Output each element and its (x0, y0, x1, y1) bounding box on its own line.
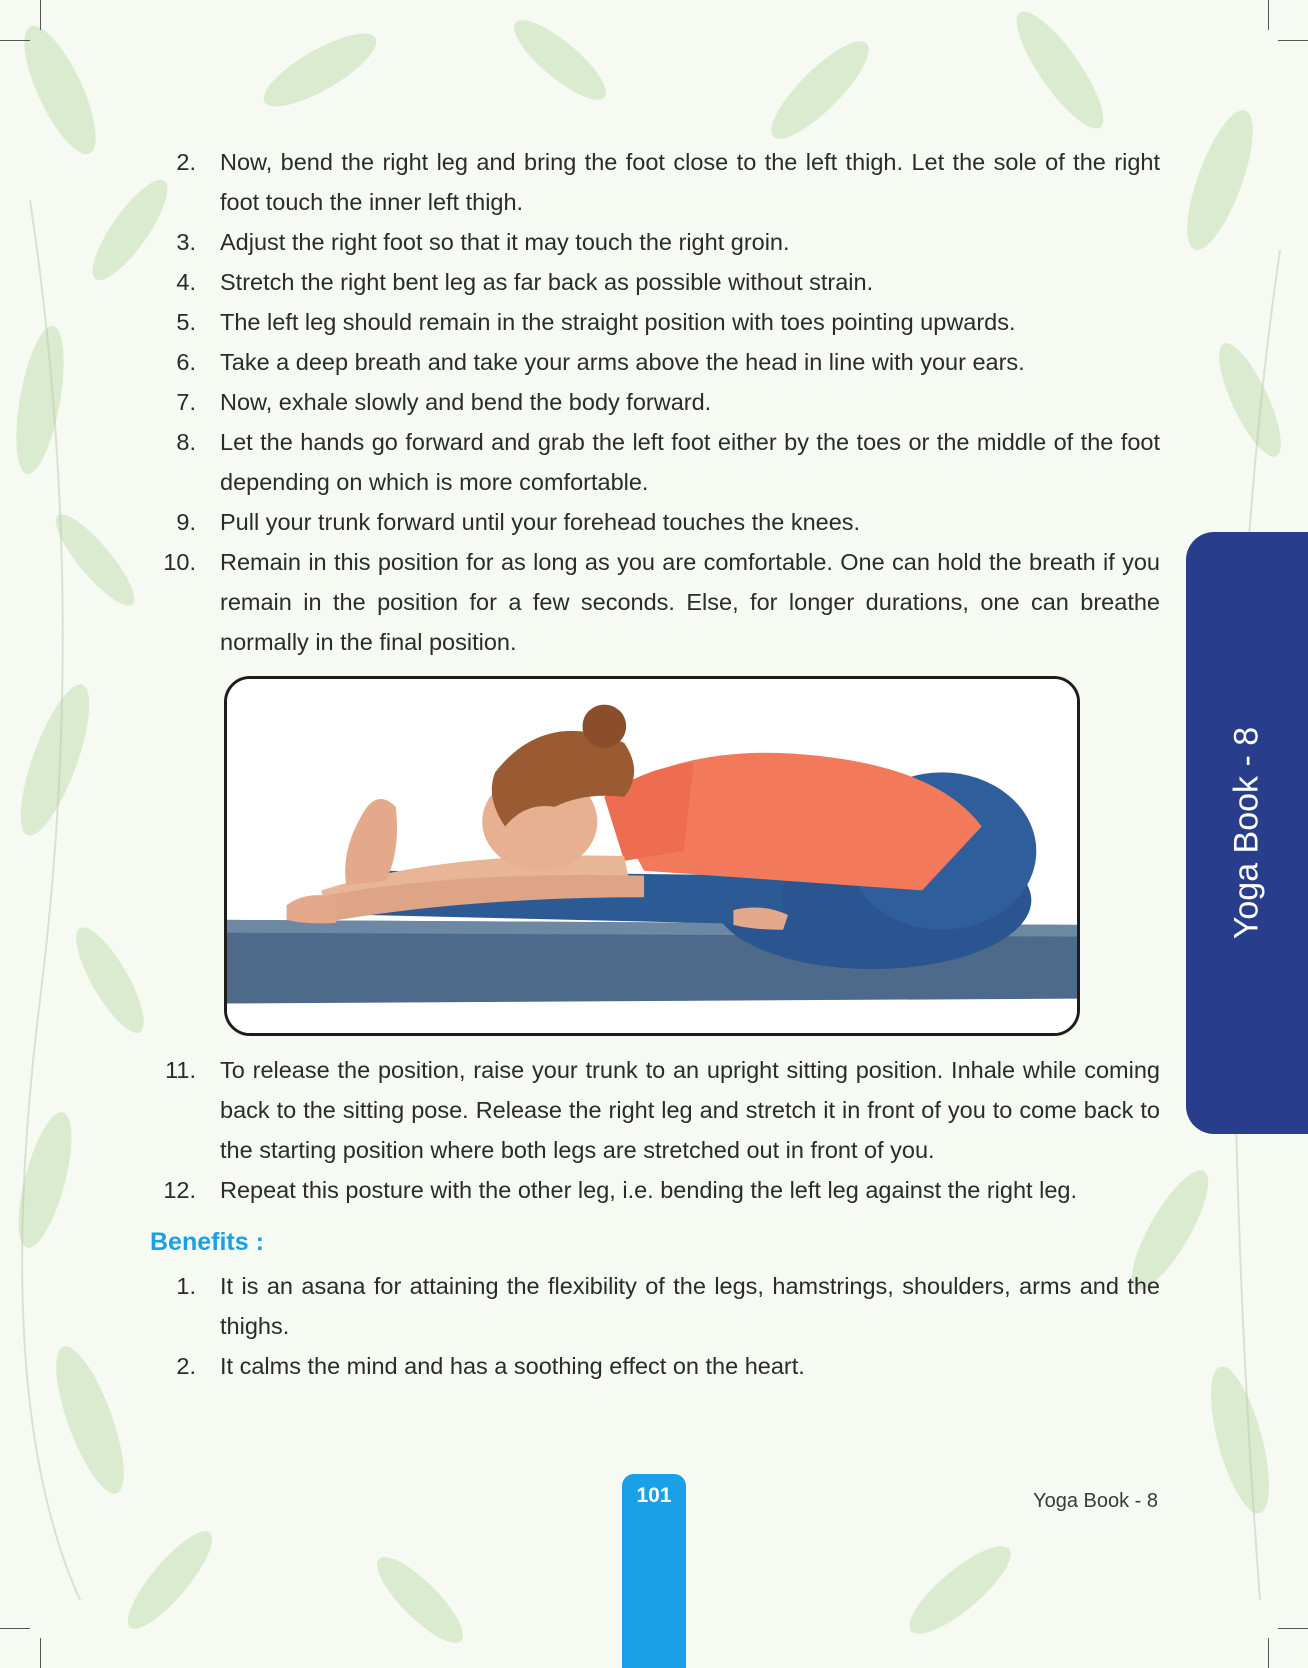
list-item (150, 342, 1160, 382)
list-item (150, 1170, 1160, 1210)
page-number-tab (622, 1474, 686, 1668)
pose-photo-frame (224, 676, 1080, 1036)
steps-list-upper (150, 142, 1160, 662)
steps-list-lower (150, 1050, 1160, 1210)
step-text: Take a deep breath and take your arms above the head in line with your ears. (220, 349, 1025, 375)
crop-mark (40, 0, 41, 30)
step-text: Now, exhale slowly and bend the body forward. (220, 389, 712, 415)
step-text: Remain in this position for as long as you are comfortable. One can hold the breath if you remain in the position for a few seconds. Else, for longer durations, one can breathe normally in the final position. (220, 549, 1160, 655)
list-item (150, 382, 1160, 422)
benefits-heading: Benefits : (150, 1228, 264, 1256)
benefit-number: 2. (176, 1353, 196, 1379)
list-item (150, 1050, 1160, 1170)
step-text: Pull your trunk forward until your forehead touches the knees. (220, 509, 861, 535)
crop-mark (0, 1628, 30, 1629)
step-number: 12. (163, 1177, 196, 1203)
step-number: 4. (176, 269, 196, 295)
benefit-text: It calms the mind and has a soothing effect on the heart. (220, 1353, 805, 1379)
step-text: Adjust the right foot so that it may touch the right groin. (220, 229, 790, 255)
step-number: 8. (176, 429, 196, 455)
list-item (150, 222, 1160, 262)
side-tab-label: Yoga Book - 8 (1227, 726, 1266, 940)
step-number: 2. (176, 149, 196, 175)
list-item (150, 142, 1160, 222)
list-item (150, 1266, 1160, 1346)
crop-mark (1268, 1638, 1269, 1668)
pose-illustration (227, 679, 1077, 1033)
crop-mark (1278, 1628, 1308, 1629)
step-number: 3. (176, 229, 196, 255)
list-item (150, 1346, 1160, 1386)
step-number: 10. (163, 549, 196, 575)
list-item (150, 502, 1160, 542)
page-number: 101 (636, 1484, 672, 1507)
list-item (150, 542, 1160, 662)
step-number: 11. (165, 1057, 196, 1083)
list-item (150, 262, 1160, 302)
step-text: To release the position, raise your trunk to an upright sitting position. Inhale while coming back to the sitting pose. Release the right leg and stretch it in front of you to come back to the starting position where both legs are stretched out in front of you. (220, 1057, 1160, 1163)
crop-mark (1268, 0, 1269, 30)
crop-mark (40, 1638, 41, 1668)
step-number: 6. (176, 349, 196, 375)
benefit-number: 1. (176, 1273, 196, 1299)
list-item (150, 302, 1160, 342)
step-number: 9. (176, 509, 196, 535)
side-chapter-tab (1186, 532, 1308, 1134)
step-text: Now, bend the right leg and bring the foot close to the left thigh. Let the sole of the right foot touch the inner left thigh. (220, 149, 1160, 215)
step-text: Stretch the right bent leg as far back as possible without strain. (220, 269, 874, 295)
benefits-list (150, 1266, 1160, 1386)
list-item (150, 422, 1160, 502)
step-text: Repeat this posture with the other leg, i.e. bending the left leg against the right leg. (220, 1177, 1077, 1203)
crop-mark (0, 40, 30, 41)
step-text: The left leg should remain in the straight position with toes pointing upwards. (220, 309, 1016, 335)
step-text: Let the hands go forward and grab the left foot either by the toes or the middle of the foot depending on which is more comfortable. (220, 429, 1160, 495)
step-number: 7. (176, 389, 196, 415)
benefit-text: It is an asana for attaining the flexibility of the legs, hamstrings, shoulders, arms and the thighs. (220, 1273, 1160, 1339)
step-number: 5. (176, 309, 196, 335)
footer-book-title: Yoga Book - 8 (1033, 1490, 1158, 1512)
crop-mark (1278, 40, 1308, 41)
